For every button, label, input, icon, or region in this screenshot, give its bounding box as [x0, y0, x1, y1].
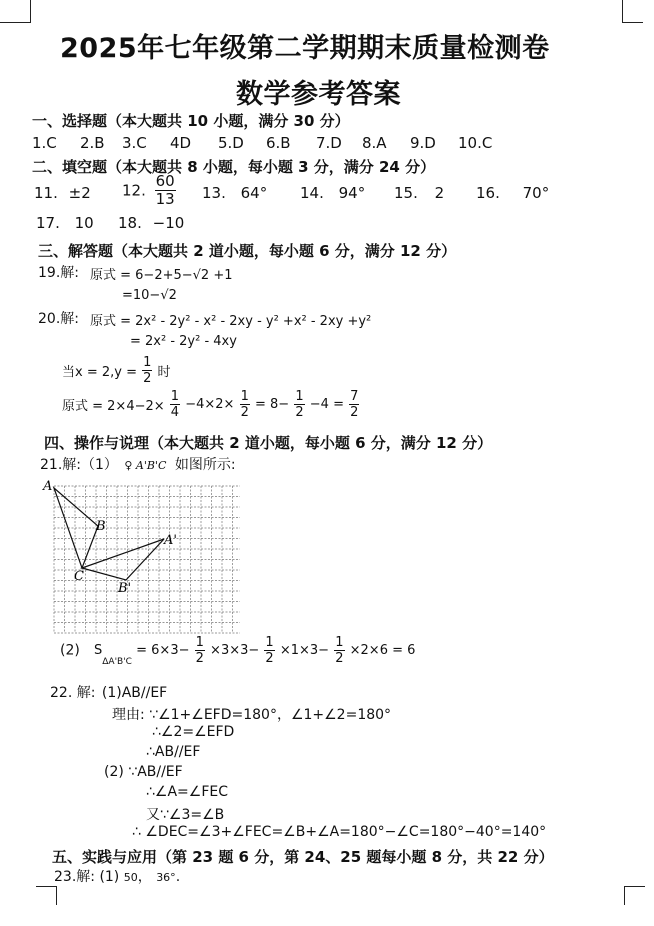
- choice-answer: 1.C: [32, 134, 57, 152]
- fill-q16: [476, 184, 549, 202]
- fraction: [264, 636, 274, 665]
- denominator: 4: [170, 405, 180, 420]
- q19-label: 19.解:: [38, 265, 79, 281]
- grid-figure: [40, 478, 240, 638]
- numerator: 7: [350, 389, 359, 404]
- fill-q11: [34, 184, 91, 202]
- choice-answer: 7.D: [316, 134, 342, 152]
- page-subtitle: 数学参考答案: [236, 79, 401, 110]
- label-c: C: [74, 569, 84, 584]
- denominator: 13: [155, 190, 175, 208]
- section-heading-practice: 五、实践与应用（第 23 题 6 分，第 24、25 题每小题 8 分，共 22 分）: [52, 848, 554, 866]
- question-number: 14.: [300, 184, 324, 202]
- expr-part: −4×2×: [185, 397, 235, 412]
- answer: 70°: [522, 184, 550, 202]
- q22-line3: ∴∠2=∠EFD: [152, 724, 235, 740]
- numerator: 1: [265, 635, 274, 650]
- q23-label: 23.解:: [54, 869, 95, 885]
- q21-label: 21.解:（1）: [40, 457, 118, 473]
- numerator: 60: [155, 172, 175, 190]
- denominator: 2: [143, 371, 152, 386]
- choice-answer: 6.B: [266, 134, 291, 152]
- section-heading-solve: 三、解答题（本大题共 2 道小题，每小题 6 分，满分 12 分）: [38, 242, 457, 260]
- numerator: 1: [195, 635, 204, 650]
- fraction: [195, 636, 205, 665]
- question-number: 15.: [394, 184, 418, 202]
- q21-part2: [60, 636, 415, 667]
- numerator: 1: [335, 635, 344, 650]
- answer-fraction: [155, 174, 176, 207]
- choice-answer: 8.A: [362, 134, 387, 152]
- choice-answer: 5.D: [218, 134, 244, 152]
- expr-part: ×1×3−: [279, 643, 330, 658]
- question-number: 18.: [118, 214, 142, 232]
- label-a-prime: A': [164, 533, 177, 548]
- fill-q17: [36, 214, 94, 232]
- numerator: 1: [143, 355, 152, 370]
- answer: 2: [434, 184, 445, 202]
- question-number: 16.: [476, 184, 500, 202]
- denominator: 2: [195, 651, 204, 666]
- label-a: A: [43, 479, 53, 494]
- answer: 10: [74, 214, 94, 232]
- expr-part: ×2×6 = 6: [349, 643, 416, 658]
- choice-answer: 10.C: [458, 134, 493, 152]
- fraction: [349, 390, 359, 419]
- expr-part: = 8−: [255, 397, 290, 412]
- q20-label: 20.解:: [38, 311, 79, 327]
- fill-q14: [300, 184, 365, 202]
- expr-part: 原式 = 2×4−2×: [62, 399, 165, 414]
- q22-line5: (2) ∵AB//EF: [104, 764, 183, 780]
- denominator: 2: [240, 405, 249, 420]
- q20-line2: = 2x² - 2y² - 4xy: [130, 334, 237, 349]
- numerator: 1: [170, 389, 180, 404]
- fraction: [334, 636, 344, 665]
- q23-answer1: 50: [123, 871, 138, 884]
- q19-line2: =10−√2: [122, 288, 177, 303]
- triangle-name: ♀ A'B'C: [124, 459, 167, 472]
- area-symbol: S: [93, 643, 103, 658]
- condition-suffix: 时: [157, 365, 171, 380]
- section-heading-operate: 四、操作与说理（本大题共 2 道小题，每小题 6 分，满分 12 分）: [44, 434, 493, 452]
- numerator: 1: [295, 389, 304, 404]
- question-number: 13.: [202, 184, 226, 202]
- fraction: [240, 390, 250, 419]
- grid-lines: [54, 486, 240, 633]
- choice-answer: 2.B: [80, 134, 105, 152]
- numerator: 1: [240, 389, 249, 404]
- q20-line1: 原式 = 2x² - 2y² - x² - 2xy - y² +x² - 2xy +y²: [90, 314, 372, 329]
- q20-line4: [62, 390, 360, 419]
- fraction: [294, 390, 304, 419]
- q21-text: 如图所示:: [174, 457, 236, 473]
- fraction: [170, 390, 180, 419]
- condition-text: 当x = 2,y =: [62, 365, 137, 380]
- answer: ±2: [68, 184, 91, 202]
- q22-line6: ∴∠A=∠FEC: [146, 784, 228, 800]
- q23-line: [54, 866, 180, 886]
- denominator: 2: [295, 405, 304, 420]
- label-b: B: [96, 519, 106, 534]
- q23-answer2: 36°: [156, 871, 176, 884]
- choice-answer: 3.C: [122, 134, 147, 152]
- q23-separator: ，: [137, 869, 152, 885]
- q23-part: (1): [99, 869, 120, 885]
- question-number: 12.: [122, 181, 146, 200]
- fill-q15: [394, 184, 444, 202]
- grid-svg: [40, 478, 240, 638]
- q22-part1: (1)AB//EF: [101, 685, 168, 701]
- label-b-prime: B': [118, 581, 132, 596]
- section-heading-fill: 二、填空题（本大题共 8 小题，每小题 3 分，满分 24 分）: [32, 158, 436, 176]
- fill-q12: [122, 174, 177, 207]
- q22-label: 22. 解:: [50, 685, 96, 701]
- fill-q18: [118, 214, 184, 232]
- answer: 64°: [240, 184, 268, 202]
- answer: 94°: [338, 184, 366, 202]
- section-heading-choice: 一、选择题（本大题共 10 小题，满分 30 分）: [32, 112, 350, 130]
- q19-line1: 原式 = 6−2+5−√2 +1: [90, 268, 233, 283]
- corner-mark-bottom-right: [624, 886, 645, 905]
- denominator: 2: [335, 651, 344, 666]
- denominator: 2: [350, 405, 359, 420]
- choice-answer: 4D: [170, 134, 192, 152]
- choice-answer: 9.D: [410, 134, 436, 152]
- q22-line1: [50, 682, 167, 702]
- q22-line8: ∴ ∠DEC=∠3+∠FEC=∠B+∠A=180°−∠C=180°−40°=140°: [132, 824, 547, 840]
- answer: −10: [152, 214, 185, 232]
- q22-line7: 又∵∠3=∠B: [146, 807, 225, 823]
- corner-mark-top-right: [622, 0, 643, 23]
- fraction: [142, 356, 152, 385]
- corner-mark-bottom-left: [36, 886, 57, 905]
- part-label: (2): [60, 642, 80, 659]
- fill-q13: [202, 184, 267, 202]
- q22-line2: 理由: ∵∠1+∠EFD=180°，∠1+∠2=180°: [112, 707, 392, 723]
- q20-line3: [62, 356, 171, 385]
- area-subscript: ΔA'B'C: [102, 657, 132, 667]
- q21-line1: [40, 454, 236, 474]
- corner-mark-top-left: [0, 0, 31, 23]
- q22-line4: ∴AB//EF: [146, 744, 201, 760]
- expr-part: −4 =: [309, 397, 344, 412]
- question-number: 17.: [36, 214, 60, 232]
- denominator: 2: [265, 651, 274, 666]
- question-number: 11.: [34, 184, 58, 202]
- q23-end: .: [175, 869, 181, 885]
- expr-part: = 6×3−: [136, 643, 190, 658]
- page-title: 2025年七年级第二学期期末质量检测卷: [60, 33, 550, 64]
- expr-part: ×3×3−: [210, 643, 260, 658]
